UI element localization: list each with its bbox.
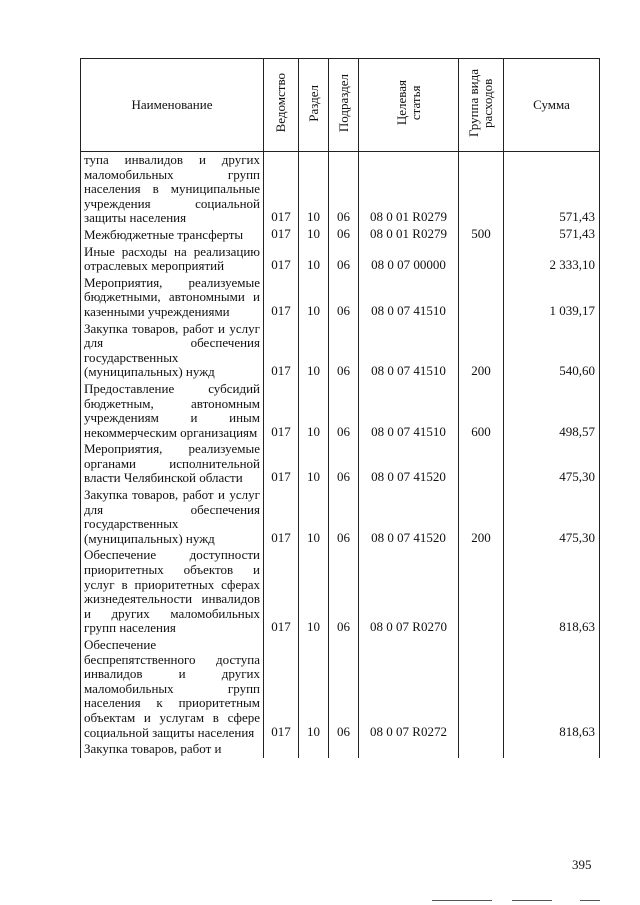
row-subsection: 06: [329, 321, 359, 381]
table-row: [81, 152, 600, 227]
row-section: 10: [299, 244, 329, 275]
row-subsection: 06: [329, 441, 359, 487]
header-subsection: Подраздел: [329, 59, 359, 152]
row-department: 017: [264, 275, 299, 321]
row-name: Обеспечение беспрепятственного доступа инвалидов и других маломобильных групп населения к приоритетным объектам и услугам в сфере социальной защиты населения: [81, 637, 264, 741]
row-department: 017: [264, 381, 299, 441]
row-department: 017: [264, 152, 299, 227]
page-number: 395: [572, 857, 592, 872]
row-subsection: 06: [329, 547, 359, 637]
row-department: 017: [264, 487, 299, 547]
header-department: Ведомство: [264, 59, 299, 152]
budget-table: [80, 58, 600, 758]
row-target-article: 08 0 07 41510: [359, 321, 459, 381]
table-row: [81, 547, 600, 637]
row-name: тупа инвалидов и других маломобильных групп населения в муниципальные учреждения социальной защиты населения: [81, 152, 264, 227]
row-subsection: 06: [329, 227, 359, 244]
header-expense-group: Группа вида расходов: [459, 59, 504, 152]
row-name: Иные расходы на реализацию отраслевых мероприятий: [81, 244, 264, 275]
row-target-article: 08 0 01 R0279: [359, 227, 459, 244]
row-department: 017: [264, 441, 299, 487]
budget-table-page: [80, 58, 599, 758]
row-target-article: 08 0 01 R0279: [359, 152, 459, 227]
row-subsection: 06: [329, 381, 359, 441]
row-target-article: [359, 741, 459, 758]
header-target-article: Целевая статья: [359, 59, 459, 152]
row-sum: 1 039,17: [504, 275, 600, 321]
row-expense-group: [459, 441, 504, 487]
row-target-article: 08 0 07 R0272: [359, 637, 459, 741]
row-department: [264, 741, 299, 758]
row-subsection: 06: [329, 637, 359, 741]
row-section: 10: [299, 321, 329, 381]
row-section: 10: [299, 547, 329, 637]
scan-mark: [580, 900, 600, 901]
row-section: 10: [299, 637, 329, 741]
row-target-article: 08 0 07 41510: [359, 381, 459, 441]
row-department: 017: [264, 321, 299, 381]
row-expense-group: [459, 547, 504, 637]
table-row: [81, 275, 600, 321]
row-subsection: 06: [329, 152, 359, 227]
row-name: Межбюджетные трансферты: [81, 227, 264, 244]
row-subsection: [329, 741, 359, 758]
row-target-article: 08 0 07 00000: [359, 244, 459, 275]
table-row: [81, 741, 600, 758]
row-name: Предоставление субсидий бюджетным, автономным учреждениям и иным некоммерческим организациям: [81, 381, 264, 441]
row-subsection: 06: [329, 487, 359, 547]
row-sum: 571,43: [504, 152, 600, 227]
row-target-article: 08 0 07 41510: [359, 275, 459, 321]
row-sum: 475,30: [504, 441, 600, 487]
table-row: [81, 637, 600, 741]
row-name: Мероприятия, реализуемые органами исполнительной власти Челябинской области: [81, 441, 264, 487]
row-section: 10: [299, 381, 329, 441]
header-name: Наименование: [81, 59, 264, 152]
row-section: [299, 741, 329, 758]
row-section: 10: [299, 227, 329, 244]
row-expense-group: [459, 637, 504, 741]
row-expense-group: 200: [459, 321, 504, 381]
row-expense-group: [459, 741, 504, 758]
row-name: Закупка товаров, работ и услуг для обеспечения государственных (муниципальных) нужд: [81, 321, 264, 381]
row-department: 017: [264, 547, 299, 637]
row-section: 10: [299, 275, 329, 321]
row-subsection: 06: [329, 244, 359, 275]
row-expense-group: 200: [459, 487, 504, 547]
row-sum: 2 333,10: [504, 244, 600, 275]
row-target-article: 08 0 07 R0270: [359, 547, 459, 637]
row-department: 017: [264, 244, 299, 275]
row-expense-group: [459, 152, 504, 227]
row-target-article: 08 0 07 41520: [359, 441, 459, 487]
header-sum: Сумма: [504, 59, 600, 152]
row-sum: 498,57: [504, 381, 600, 441]
row-sum: 818,63: [504, 637, 600, 741]
row-subsection: 06: [329, 275, 359, 321]
table-row: [81, 244, 600, 275]
row-sum: 540,60: [504, 321, 600, 381]
row-expense-group: 600: [459, 381, 504, 441]
header-section: Раздел: [299, 59, 329, 152]
row-expense-group: [459, 244, 504, 275]
row-sum: 818,63: [504, 547, 600, 637]
row-section: 10: [299, 441, 329, 487]
scan-mark: [432, 900, 492, 901]
table-row: [81, 487, 600, 547]
table-header-row: [81, 59, 600, 152]
row-department: 017: [264, 637, 299, 741]
row-expense-group: [459, 275, 504, 321]
row-name: Закупка товаров, работ и: [81, 741, 264, 758]
row-department: 017: [264, 227, 299, 244]
scan-mark: [512, 900, 552, 901]
row-section: 10: [299, 152, 329, 227]
table-row: [81, 441, 600, 487]
row-name: Обеспечение доступности приоритетных объектов и услуг в приоритетных сферах жизнедеятельности инвалидов и других маломобильных групп населения: [81, 547, 264, 637]
table-row: [81, 321, 600, 381]
table-row: [81, 381, 600, 441]
table-row: [81, 227, 600, 244]
row-section: 10: [299, 487, 329, 547]
row-sum: [504, 741, 600, 758]
row-sum: 571,43: [504, 227, 600, 244]
row-expense-group: 500: [459, 227, 504, 244]
row-name: Мероприятия, реализуемые бюджетными, автономными и казенными учреждениями: [81, 275, 264, 321]
row-target-article: 08 0 07 41520: [359, 487, 459, 547]
row-sum: 475,30: [504, 487, 600, 547]
row-name: Закупка товаров, работ и услуг для обеспечения государственных (муниципальных) нужд: [81, 487, 264, 547]
